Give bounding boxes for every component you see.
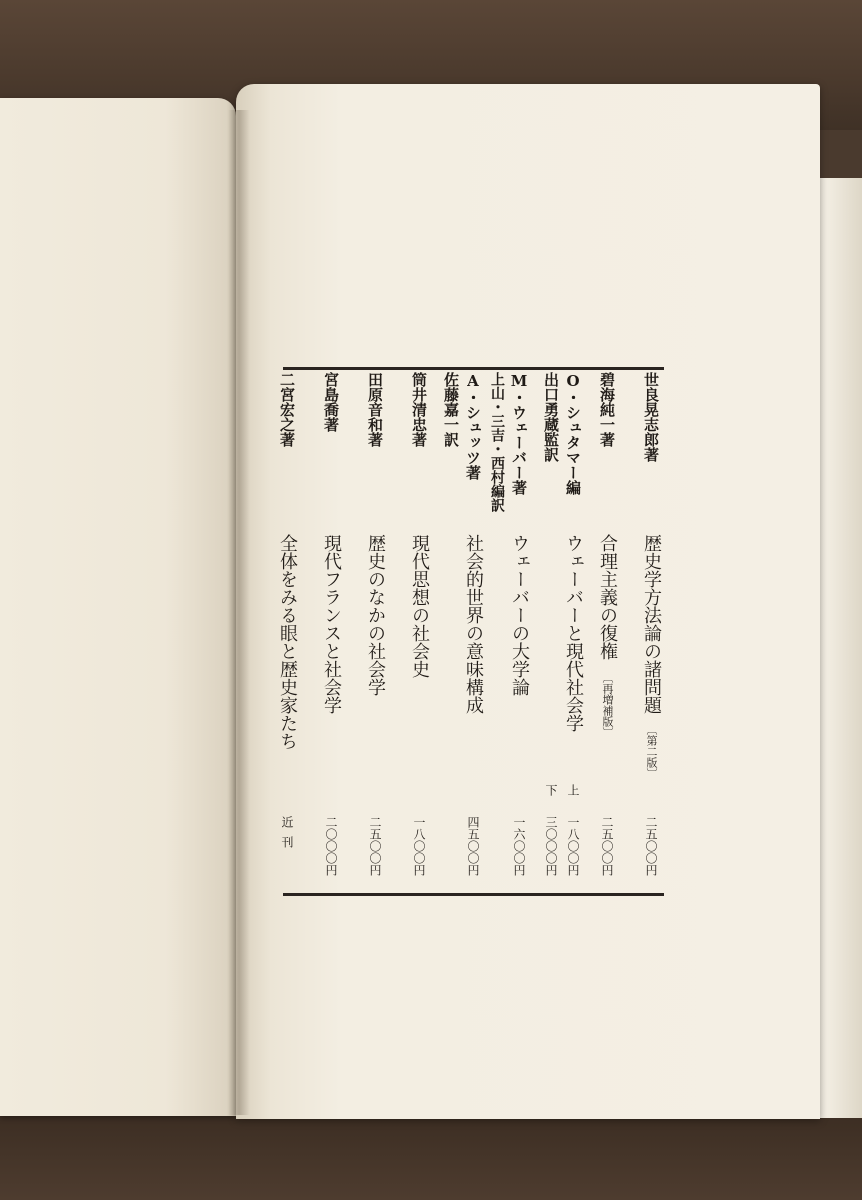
entry-author: 二宮宏之著 <box>278 372 296 447</box>
book-entry <box>360 372 390 888</box>
book-entry <box>536 372 566 888</box>
left-page <box>0 98 236 1116</box>
book-entry <box>404 372 434 888</box>
entry-author: 出口勇蔵監訳 <box>542 372 560 462</box>
entry-volume-label: 下 <box>544 784 558 796</box>
entry-edition-note: 〔第二版〕 <box>645 724 658 779</box>
entry-title: ウェーバーと現代社会学 <box>563 534 584 732</box>
entry-author: 宮島喬著 <box>322 372 340 432</box>
entry-price: 一六〇〇円 <box>512 816 526 876</box>
entry-edition-note: 〔再増補版〕 <box>601 672 614 738</box>
entry-price: 近刊 <box>280 816 294 856</box>
entry-author: M・ウェーバー著 <box>510 372 528 495</box>
entry-price: 四五〇〇円 <box>466 816 480 876</box>
list-top-rule <box>283 367 664 370</box>
entry-price: 三〇〇〇円 <box>544 816 558 876</box>
entry-price: 一八〇〇円 <box>412 816 426 876</box>
book-spine-shadow <box>228 110 250 1115</box>
entry-title: 歴史のなかの社会学 <box>365 534 386 696</box>
book-entry <box>436 372 466 888</box>
entry-price: 二五〇〇円 <box>368 816 382 876</box>
entry-author: 上山・三吉・西村編訳 <box>489 372 505 512</box>
entry-author: 筒井清忠著 <box>410 372 428 447</box>
wooden-table-bottom <box>0 1110 862 1200</box>
book-entry <box>316 372 346 888</box>
entry-title: 全体をみる眼と歴史家たち <box>277 534 298 750</box>
entry-author: O・シュタマー編 <box>564 372 582 495</box>
entry-title: 合理主義の復権 <box>597 534 618 660</box>
entry-author: 世良晃志郎著 <box>642 372 660 462</box>
list-bottom-rule <box>283 893 664 896</box>
entry-price: 二〇〇〇円 <box>324 816 338 876</box>
entry-price: 二五〇〇円 <box>600 816 614 876</box>
entry-author: 佐藤嘉一訳 <box>442 372 460 447</box>
entry-title: ウェーバーの大学論 <box>509 534 530 696</box>
book-entry <box>636 372 666 888</box>
book-entry <box>592 372 622 888</box>
entry-volume-label: 上 <box>566 784 580 796</box>
entry-author: A・シュッツ著 <box>464 372 482 480</box>
entry-price: 一八〇〇円 <box>566 816 580 876</box>
entry-title: 歴史学方法論の諸問題 <box>641 534 662 714</box>
entry-author: 田原音和著 <box>366 372 384 447</box>
entry-title: 現代思想の社会史 <box>409 534 430 678</box>
book-entry <box>272 372 302 888</box>
entry-price: 二五〇〇円 <box>644 816 658 876</box>
entry-title: 現代フランスと社会学 <box>321 534 342 714</box>
entry-author: 碧海純一著 <box>598 372 616 447</box>
entry-title: 社会的世界の意味構成 <box>463 534 484 714</box>
